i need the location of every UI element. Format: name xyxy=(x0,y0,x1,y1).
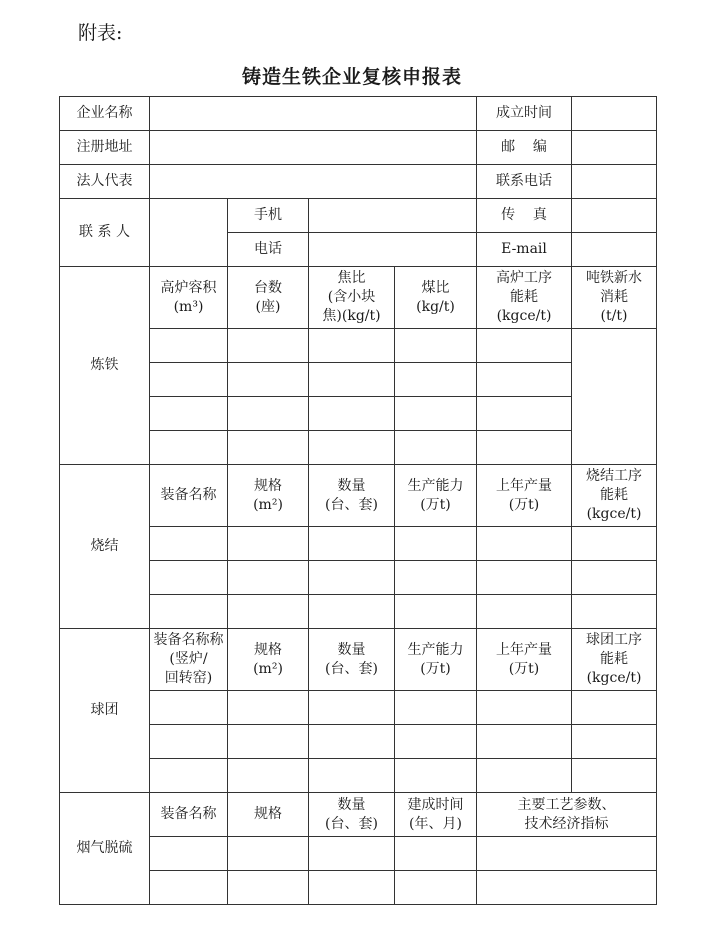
data-cell[interactable] xyxy=(150,431,228,465)
data-cell[interactable] xyxy=(309,329,395,363)
reg-address-cell[interactable] xyxy=(150,131,477,165)
data-cell[interactable] xyxy=(309,871,395,905)
data-cell[interactable] xyxy=(477,431,572,465)
data-cell[interactable] xyxy=(477,363,572,397)
iron-header-water: 吨铁新水 消耗 (t/t) xyxy=(572,267,657,329)
iron-header-coke-ratio: 焦比 (含小块 焦)(kg/t) xyxy=(309,267,395,329)
table-row xyxy=(60,595,657,629)
data-cell[interactable] xyxy=(228,725,309,759)
row-company-name xyxy=(60,97,657,131)
data-cell[interactable] xyxy=(395,329,477,363)
data-cell[interactable] xyxy=(395,759,477,793)
iron-header-coal-ratio: 煤比 (kg/t) xyxy=(395,267,477,329)
data-cell[interactable] xyxy=(477,871,657,905)
data-cell[interactable] xyxy=(150,595,228,629)
tel-label: 电话 xyxy=(228,233,309,267)
row-legal-rep xyxy=(60,165,657,199)
tel-cell[interactable] xyxy=(309,233,477,267)
table-row xyxy=(60,759,657,793)
sintering-header-row xyxy=(60,465,657,527)
pellet-header-equipment: 装备名称称 (竖炉/ 回转窑) xyxy=(150,629,228,691)
data-cell[interactable] xyxy=(309,561,395,595)
data-cell[interactable] xyxy=(150,561,228,595)
data-cell[interactable] xyxy=(477,561,572,595)
phone-cell[interactable] xyxy=(572,165,657,199)
data-cell[interactable] xyxy=(150,871,228,905)
pellet-header-energy: 球团工序 能耗 (kgce/t) xyxy=(572,629,657,691)
data-cell[interactable] xyxy=(228,759,309,793)
data-cell[interactable] xyxy=(150,397,228,431)
data-cell[interactable] xyxy=(477,397,572,431)
data-cell[interactable] xyxy=(309,725,395,759)
fax-label: 传 真 xyxy=(477,199,572,233)
data-cell[interactable] xyxy=(395,397,477,431)
phone-label: 联系电话 xyxy=(477,165,572,199)
postcode-cell[interactable] xyxy=(572,131,657,165)
data-cell[interactable] xyxy=(395,527,477,561)
table-row xyxy=(60,431,657,465)
pellet-header-spec: 规格 (m²) xyxy=(228,629,309,691)
data-cell[interactable] xyxy=(228,527,309,561)
postcode-label: 邮 编 xyxy=(477,131,572,165)
data-cell[interactable] xyxy=(309,691,395,725)
data-cell[interactable] xyxy=(477,329,572,363)
desulfurization-header-row xyxy=(60,793,657,837)
company-name-cell[interactable] xyxy=(150,97,477,131)
pelletizing-section-label: 球团 xyxy=(60,629,150,793)
desulf-header-params: 主要工艺参数、 技术经济指标 xyxy=(477,793,657,837)
sinter-header-output: 上年产量 (万t) xyxy=(477,465,572,527)
data-cell[interactable] xyxy=(477,725,572,759)
established-cell[interactable] xyxy=(572,97,657,131)
contact-person-cell[interactable] xyxy=(150,199,228,267)
data-cell[interactable] xyxy=(477,837,657,871)
contact-person-label: 联 系 人 xyxy=(60,199,150,267)
data-cell[interactable] xyxy=(309,759,395,793)
data-cell[interactable] xyxy=(150,837,228,871)
data-cell[interactable] xyxy=(228,363,309,397)
row-reg-address xyxy=(60,131,657,165)
data-cell[interactable] xyxy=(309,837,395,871)
desulfurization-section-label: 烟气脱硫 xyxy=(60,793,150,905)
data-cell[interactable] xyxy=(228,837,309,871)
mobile-label: 手机 xyxy=(228,199,309,233)
data-cell[interactable] xyxy=(228,691,309,725)
email-label: E-mail xyxy=(477,233,572,267)
email-cell[interactable] xyxy=(572,233,657,267)
legal-rep-cell[interactable] xyxy=(150,165,477,199)
data-cell[interactable] xyxy=(150,329,228,363)
data-cell[interactable] xyxy=(309,363,395,397)
legal-rep-label: 法人代表 xyxy=(60,165,150,199)
sinter-header-equipment: 装备名称 xyxy=(150,465,228,527)
data-cell[interactable] xyxy=(572,527,657,561)
data-cell[interactable] xyxy=(228,431,309,465)
form-title: 铸造生铁企业复核申报表 xyxy=(241,66,462,88)
data-cell[interactable] xyxy=(309,527,395,561)
data-cell[interactable] xyxy=(395,363,477,397)
mobile-cell[interactable] xyxy=(309,199,477,233)
table-row xyxy=(60,561,657,595)
table-row xyxy=(60,363,657,397)
data-cell[interactable] xyxy=(395,595,477,629)
data-cell[interactable] xyxy=(309,397,395,431)
desulf-header-quantity: 数量 (台、套) xyxy=(309,793,395,837)
pellet-header-quantity: 数量 (台、套) xyxy=(309,629,395,691)
data-cell[interactable] xyxy=(477,595,572,629)
ironmaking-header-row xyxy=(60,267,657,329)
desulf-header-spec: 规格 xyxy=(228,793,309,837)
iron-header-volume: 高炉容积 (m³) xyxy=(150,267,228,329)
data-cell[interactable] xyxy=(150,725,228,759)
data-cell[interactable] xyxy=(150,527,228,561)
data-cell[interactable] xyxy=(395,691,477,725)
data-cell[interactable] xyxy=(572,595,657,629)
table-row xyxy=(60,397,657,431)
data-cell[interactable] xyxy=(477,759,572,793)
sinter-header-quantity: 数量 (台、套) xyxy=(309,465,395,527)
sinter-header-capacity: 生产能力 (万t) xyxy=(395,465,477,527)
data-cell[interactable] xyxy=(150,363,228,397)
data-cell[interactable] xyxy=(228,329,309,363)
fax-cell[interactable] xyxy=(572,199,657,233)
table-row xyxy=(60,329,657,363)
desulf-header-built-time: 建成时间 (年、月) xyxy=(395,793,477,837)
water-consumption-cell[interactable] xyxy=(572,329,657,465)
table-row xyxy=(60,871,657,905)
table-row xyxy=(60,725,657,759)
data-cell[interactable] xyxy=(228,595,309,629)
company-name-label: 企业名称 xyxy=(60,97,150,131)
table-row xyxy=(60,527,657,561)
data-cell[interactable] xyxy=(395,431,477,465)
sinter-header-spec: 规格 (m²) xyxy=(228,465,309,527)
data-cell[interactable] xyxy=(150,691,228,725)
data-cell[interactable] xyxy=(572,691,657,725)
declaration-form-table xyxy=(59,96,657,905)
data-cell[interactable] xyxy=(150,759,228,793)
pellet-header-capacity: 生产能力 (万t) xyxy=(395,629,477,691)
data-cell[interactable] xyxy=(572,725,657,759)
pelletizing-header-row xyxy=(60,629,657,691)
established-label: 成立时间 xyxy=(477,97,572,131)
sintering-section-label: 烧结 xyxy=(60,465,150,629)
data-cell[interactable] xyxy=(395,871,477,905)
iron-header-bf-energy: 高炉工序 能耗 (kgce/t) xyxy=(477,267,572,329)
attachment-label: 附表: xyxy=(78,22,123,44)
ironmaking-section-label: 炼铁 xyxy=(60,267,150,465)
data-cell[interactable] xyxy=(395,725,477,759)
data-cell[interactable] xyxy=(477,527,572,561)
data-cell[interactable] xyxy=(572,561,657,595)
data-cell[interactable] xyxy=(309,431,395,465)
data-cell[interactable] xyxy=(228,397,309,431)
data-cell[interactable] xyxy=(395,561,477,595)
table-row xyxy=(60,837,657,871)
reg-address-label: 注册地址 xyxy=(60,131,150,165)
pellet-header-output: 上年产量 (万t) xyxy=(477,629,572,691)
data-cell[interactable] xyxy=(228,561,309,595)
data-cell[interactable] xyxy=(309,595,395,629)
data-cell[interactable] xyxy=(572,759,657,793)
row-contact-1 xyxy=(60,199,657,233)
desulf-header-equipment: 装备名称 xyxy=(150,793,228,837)
table-row xyxy=(60,691,657,725)
sinter-header-energy: 烧结工序 能耗 (kgce/t) xyxy=(572,465,657,527)
data-cell[interactable] xyxy=(477,691,572,725)
iron-header-count: 台数 (座) xyxy=(228,267,309,329)
data-cell[interactable] xyxy=(395,837,477,871)
data-cell[interactable] xyxy=(228,871,309,905)
